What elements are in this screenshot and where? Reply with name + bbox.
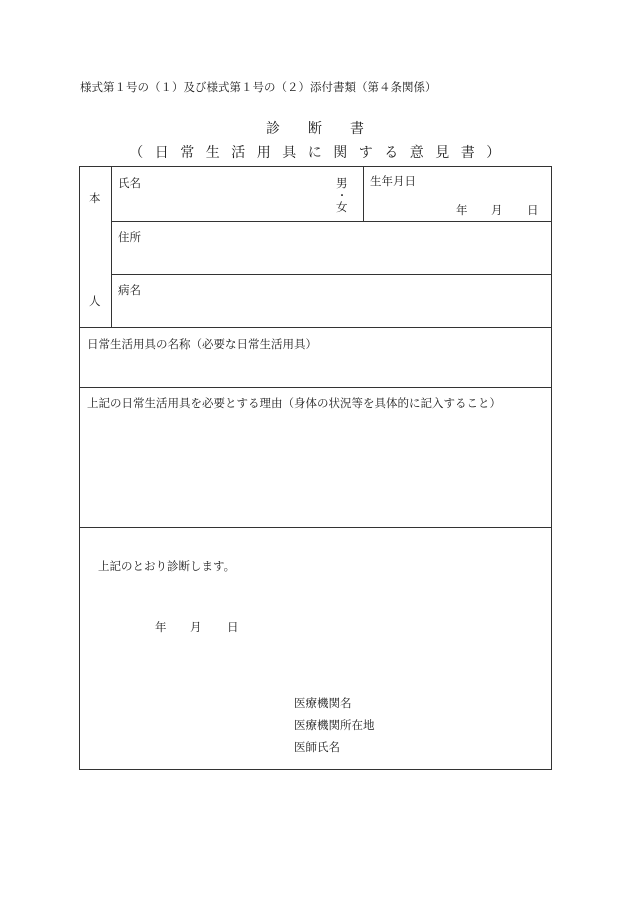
row-divider-address: [111, 274, 552, 275]
birthdate-label: 生年月日: [370, 174, 416, 188]
institution-name-label: 医療機関名: [294, 696, 352, 710]
reason-label: 上記の日常生活用具を必要とする理由（身体の状況等を具体的に記入すること）: [87, 396, 501, 410]
patient-label-bottom: 人: [89, 294, 101, 308]
doctor-name-label: 医師氏名: [294, 740, 340, 754]
patient-label-top: 本: [89, 191, 101, 205]
row-divider-reason: [80, 527, 552, 528]
form-number-note: 様式第１号の（１）及び様式第１号の（２）添付書類（第４条関係）: [80, 80, 437, 94]
disease-label: 病名: [118, 283, 141, 297]
diagnosis-year-label: 年: [155, 620, 167, 634]
row-divider-patient: [80, 327, 552, 328]
name-label: 氏名: [118, 176, 141, 190]
address-label: 住所: [118, 230, 141, 244]
sex-male[interactable]: 男: [336, 176, 348, 190]
birth-day-label: 日: [527, 203, 539, 217]
page-title: 診断書: [266, 121, 392, 137]
row-divider-name: [111, 221, 552, 222]
equipment-name-label: 日常生活用具の名称（必要な日常生活用具）: [87, 337, 317, 351]
row-divider-equipment: [80, 387, 552, 388]
birth-month-label: 月: [491, 203, 503, 217]
institution-address-label: 医療機関所在地: [294, 718, 375, 732]
diagnosis-day-label: 日: [227, 620, 239, 634]
diagnosis-statement: 上記のとおり診断します。: [98, 559, 236, 573]
diagnosis-form: [79, 166, 552, 770]
birth-year-label: 年: [456, 203, 468, 217]
sex-female[interactable]: 女: [336, 200, 348, 214]
patient-column-divider: [111, 167, 112, 327]
diagnosis-month-label: 月: [190, 620, 202, 634]
sex-separator: ・: [337, 191, 347, 202]
name-birthdate-divider: [363, 167, 364, 221]
page-subtitle: （日常生活用具に関する意見書）: [129, 145, 512, 161]
